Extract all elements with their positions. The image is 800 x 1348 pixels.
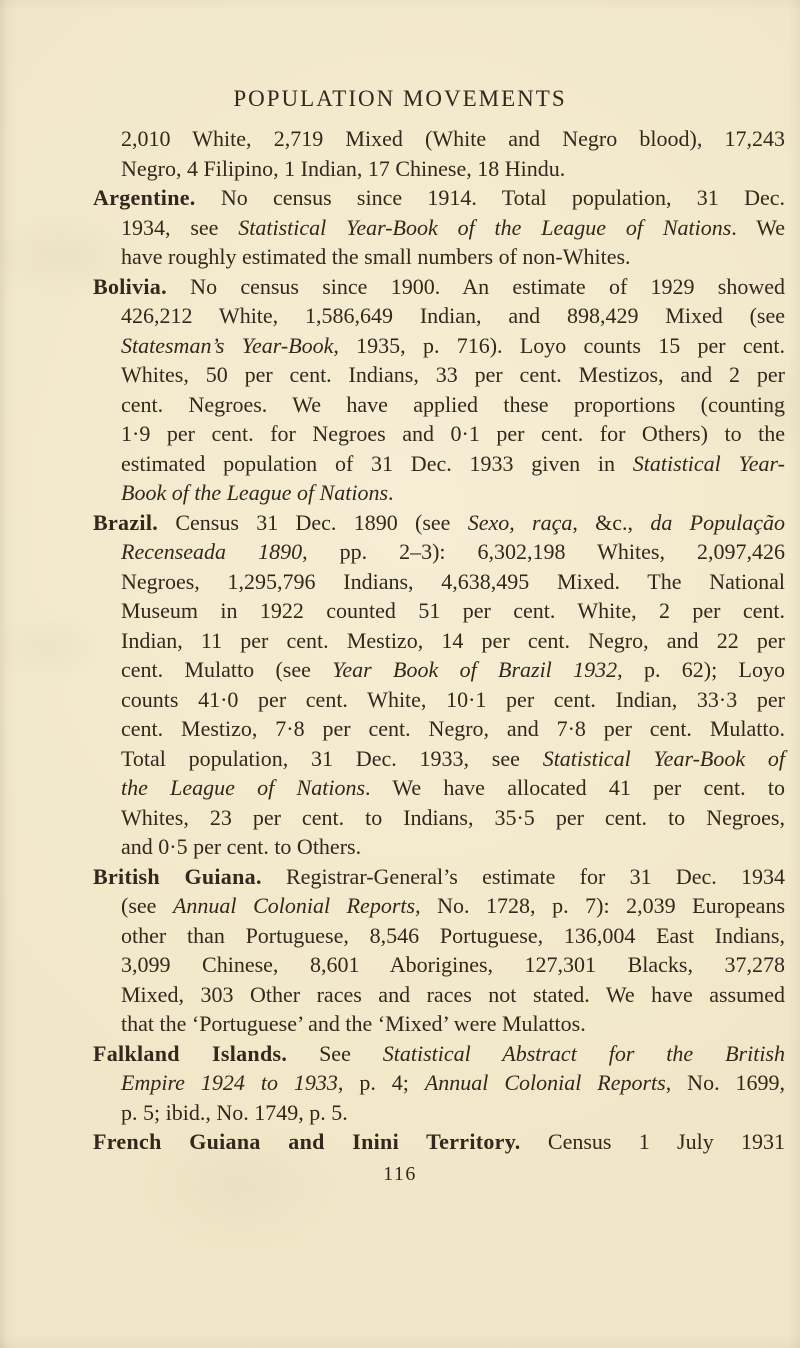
text-line: Statesman’s Year-Book, 1935, p. 716). Loyo counts 15 per cent. (121, 332, 786, 358)
text-body (93, 124, 785, 1157)
text-line: Bolivia. No census since 1900. An estimate of 1929 showed (93, 273, 785, 299)
text-line: cent. Mulatto (see Year Book of Brazil 1932, p. 62); Loyo (121, 657, 785, 682)
text-line: Brazil. Census 31 Dec. 1890 (see Sexo, raça, &c., da População (93, 509, 785, 535)
text-line: Recenseada 1890, pp. 2–3): 6,302,198 Whites, 2,097,426 (121, 539, 785, 564)
entry-french-guiana (93, 1127, 785, 1157)
text-line: 3,099 Chinese, 8,601 Aborigines, 127,301 Blacks, 37,278 (121, 952, 785, 977)
text-line: 1934, see Statistical Year-Book of the League of Nations. We (121, 214, 785, 240)
text-line: cent. Negroes. We have applied these proportions (counting (121, 391, 785, 417)
text-line: French Guiana and Inini Territory. Census 1 July 1931 (93, 1129, 785, 1154)
page-title: POPULATION MOVEMENTS (233, 86, 567, 111)
text-line: Negro, 4 Filipino, 1 Indian, 17 Chinese, 18 Hindu. (121, 155, 566, 181)
entry-british-guiana (93, 862, 785, 1039)
entry-argentine (93, 183, 785, 272)
text-line: Whites, 50 per cent. Indians, 33 per cent. Mestizos, and 2 per (121, 362, 785, 387)
text-line: Whites, 23 per cent. to Indians, 35·5 per cent. to Negroes, (121, 804, 785, 830)
text-line: Falkland Islands. See Statistical Abstract for the British (93, 1040, 785, 1066)
text-line: Book of the League of Nations. (121, 480, 394, 505)
text-line: Indian, 11 per cent. Mestizo, 14 per cent. Negro, and 22 per (121, 627, 785, 653)
text-line: cent. Mestizo, 7·8 per cent. Negro, and 7·8 per cent. Mulatto. (121, 716, 785, 741)
text-line: British Guiana. Registrar-General’s estimate for 31 Dec. 1934 (93, 863, 785, 889)
text-line: and 0·5 per cent. to Others. (121, 834, 362, 859)
text-line: 426,212 White, 1,586,649 Indian, and 898,429 Mixed (see (121, 303, 785, 328)
text-line: Argentine. No census since 1914. Total population, 31 Dec. (93, 185, 785, 210)
text-line: that the ‘Portuguese’ and the ‘Mixed’ were Mulattos. (121, 1011, 586, 1036)
text-line: other than Portuguese, 8,546 Portuguese, 136,004 East Indians, (121, 922, 785, 948)
text-line: the League of Nations. We have allocated 41 per cent. to (121, 775, 786, 800)
text-line: Total population, 31 Dec. 1933, see Statistical Year-Book of (121, 745, 785, 771)
text-line: estimated population of 31 Dec. 1933 given in Statistical Year- (121, 450, 785, 476)
text-line: p. 5; ibid., No. 1749, p. 5. (121, 1099, 348, 1125)
text-line: 2,010 White, 2,719 Mixed (White and Negro blood), 17,243 (121, 126, 785, 151)
text-line: 1·9 per cent. for Negroes and 0·1 per cent. for Others) to the (121, 421, 785, 446)
text-line: Negroes, 1,295,796 Indians, 4,638,495 Mixed. The National (121, 568, 785, 594)
text-line: have roughly estimated the small numbers of non-Whites. (121, 244, 631, 269)
text-line: Museum in 1922 counted 51 per cent. White, 2 per cent. (121, 598, 785, 623)
text-line: (see Annual Colonial Reports, No. 1728, p. 7): 2,039 Europeans (121, 893, 786, 918)
text-line: counts 41·0 per cent. White, 10·1 per cent. Indian, 33·3 per (121, 686, 785, 712)
continuation-paragraph (93, 124, 785, 183)
entry-falkland-islands (93, 1039, 785, 1128)
page-number: 116 (383, 1163, 417, 1185)
text-line: Mixed, 303 Other races and races not stated. We have assumed (121, 981, 785, 1007)
entry-brazil (93, 508, 785, 862)
entry-bolivia (93, 272, 785, 508)
text-line: Empire 1924 to 1933, p. 4; Annual Colonial Reports, No. 1699, (121, 1070, 786, 1095)
